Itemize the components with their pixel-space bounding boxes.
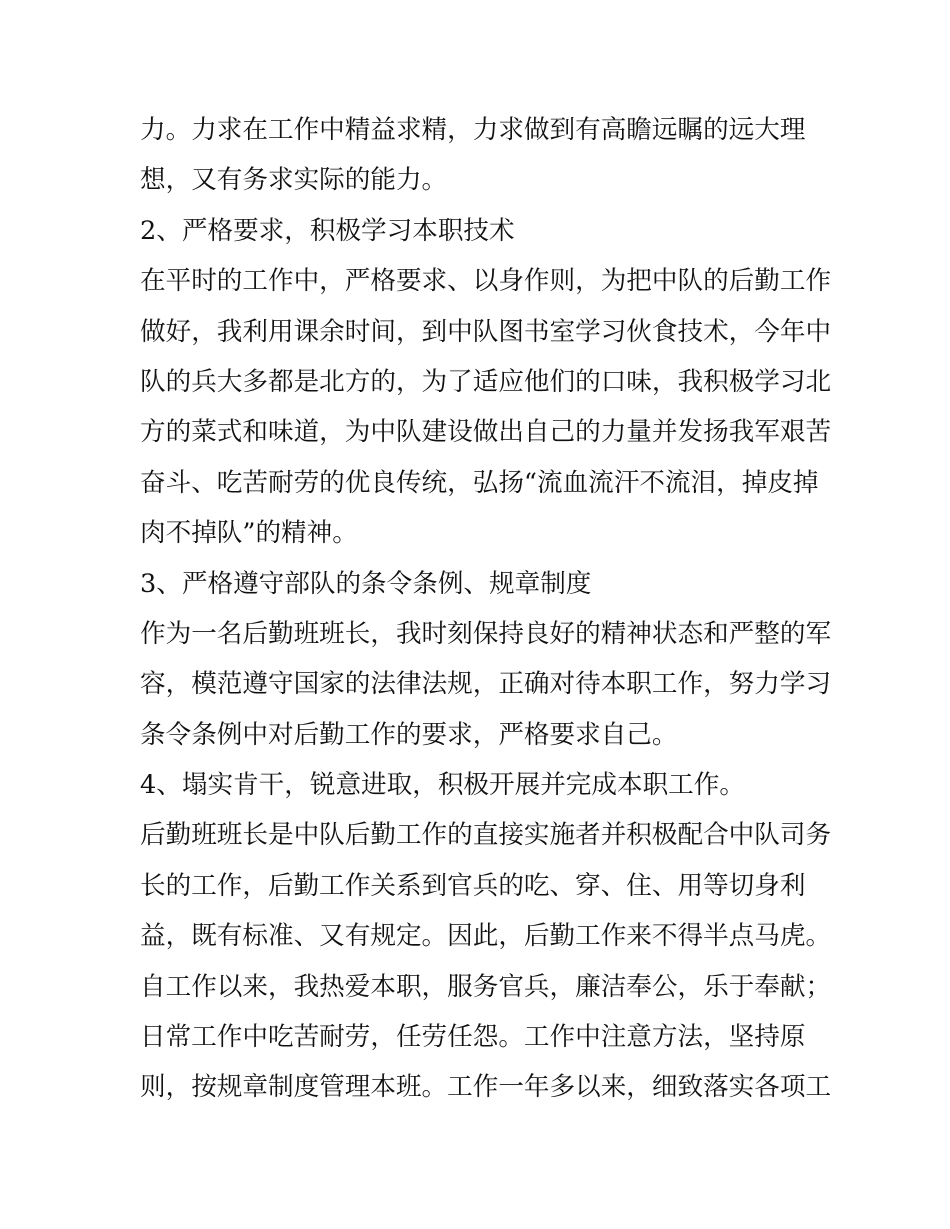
paragraph-line: 在平时的工作中，严格要求、以身作则，为把中队的后勤工作 [140,266,832,297]
paragraph-line: 方的菜式和味道，为中队建设做出自己的力量并发扬我军艰苦 [140,417,832,448]
paragraph-line: 条令条例中对后勤工作的要求，严格要求自己。 [140,719,678,750]
paragraph-line: 容，模范遵守国家的法律法规，正确对待本职工作，努力学习 [140,669,832,700]
paragraph-line: 日常工作中吃苦耐劳，任劳任怨。工作中注意方法，坚持原 [140,1022,806,1053]
paragraph-line: 力。力求在工作中精益求精，力求做到有高瞻远瞩的远大理 [140,115,806,145]
paragraph-line: 想，又有务求实际的能力。 [140,165,448,196]
section-heading-3: 3、严格遵守部队的条令条例、规章制度 [140,568,592,599]
paragraph-line: 奋斗、吃苦耐劳的优良传统，弘扬“流血流汗不流泪，掉皮掉 [140,467,819,498]
paragraph-line: 益，既有标准、又有规定。因此，后勤工作来不得半点马虎。 [140,921,832,952]
section-heading-2: 2、严格要求，积极学习本职技术 [140,215,515,246]
paragraph-line: 肉不掉队”的精神。 [140,518,358,549]
document-page [140,105,840,1113]
paragraph-line: 则，按规章制度管理本班。工作一年多以来，细致落实各项工 [140,1072,832,1103]
paragraph-line: 队的兵大多都是北方的，为了适应他们的口味，我积极学习北 [140,366,832,397]
paragraph-line: 后勤班班长是中队后勤工作的直接实施者并积极配合中队司务 [140,820,832,851]
paragraph-line: 做好，我利用课余时间，到中队图书室学习伙食技术，今年中 [140,316,832,347]
paragraph-line: 自工作以来，我热爱本职，服务官兵，廉洁奉公，乐于奉献； [140,971,832,1002]
section-heading-4: 4、塌实肯干，锐意进取，积极开展并完成本职工作。 [140,770,745,801]
paragraph-line: 作为一名后勤班班长，我时刻保持良好的精神状态和严整的军 [140,618,832,649]
paragraph-line: 长的工作，后勤工作关系到官兵的吃、穿、住、用等切身利 [140,870,806,901]
